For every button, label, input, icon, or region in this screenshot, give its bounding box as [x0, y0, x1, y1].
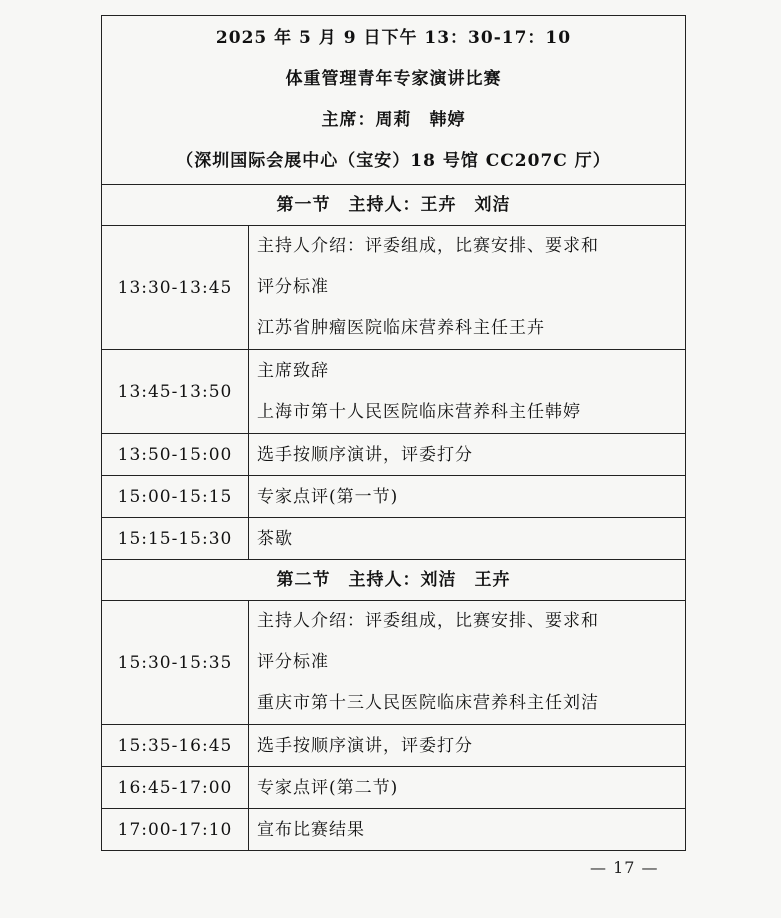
section-2-title: 第二节 主持人：刘洁 王卉 — [102, 560, 686, 601]
description-cell: 选手按顺序演讲，评委打分 — [249, 434, 686, 476]
page-number: — 17 — — [590, 858, 659, 877]
time-cell: 15:30-15:35 — [102, 601, 249, 725]
table-row — [102, 350, 686, 434]
header-cell — [102, 16, 686, 185]
time-cell: 15:35-16:45 — [102, 725, 249, 767]
description-line: 评分标准 — [257, 277, 329, 297]
description-line: 主持人介绍：评委组成，比赛安排、要求和 — [257, 236, 599, 256]
schedule-sheet — [101, 15, 685, 851]
header-row — [102, 16, 686, 185]
section-header-row — [102, 560, 686, 601]
table-row — [102, 809, 686, 851]
time-cell: 15:00-15:15 — [102, 476, 249, 518]
table-row — [102, 476, 686, 518]
time-cell: 13:30-13:45 — [102, 226, 249, 350]
description-cell — [249, 601, 686, 725]
section-header-row — [102, 185, 686, 226]
table-row — [102, 518, 686, 560]
time-cell: 13:50-15:00 — [102, 434, 249, 476]
section-1-title: 第一节 主持人：王卉 刘洁 — [102, 185, 686, 226]
table-row — [102, 434, 686, 476]
description-line: 江苏省肿瘤医院临床营养科主任王卉 — [257, 318, 545, 338]
table-row — [102, 725, 686, 767]
description-cell — [249, 226, 686, 350]
table-row — [102, 767, 686, 809]
description-cell: 专家点评(第一节) — [249, 476, 686, 518]
session-venue: （深圳国际会展中心（宝安）18 号馆 CC207C 厅） — [176, 151, 611, 171]
time-cell: 16:45-17:00 — [102, 767, 249, 809]
table-row — [102, 601, 686, 725]
session-datetime: 2025 年 5 月 9 日下午 13：30-17：10 — [215, 28, 572, 48]
description-cell: 茶歇 — [249, 518, 686, 560]
time-cell: 17:00-17:10 — [102, 809, 249, 851]
schedule-table — [101, 15, 686, 851]
description-line: 重庆市第十三人民医院临床营养科主任刘洁 — [257, 693, 599, 713]
description-line: 上海市第十人民医院临床营养科主任韩婷 — [257, 401, 581, 422]
table-row — [102, 226, 686, 350]
session-chairs: 主席：周莉 韩婷 — [321, 110, 466, 130]
description-line: 主持人介绍：评委组成，比赛安排、要求和 — [257, 611, 599, 631]
description-cell: 宣布比赛结果 — [249, 809, 686, 851]
description-cell: 专家点评(第二节) — [249, 767, 686, 809]
description-cell: 选手按顺序演讲，评委打分 — [249, 725, 686, 767]
description-cell — [249, 350, 686, 434]
time-cell: 13:45-13:50 — [102, 350, 249, 434]
description-line: 主席致辞 — [257, 360, 329, 381]
description-line: 评分标准 — [257, 652, 329, 672]
time-cell: 15:15-15:30 — [102, 518, 249, 560]
session-title: 体重管理青年专家演讲比赛 — [285, 69, 502, 89]
